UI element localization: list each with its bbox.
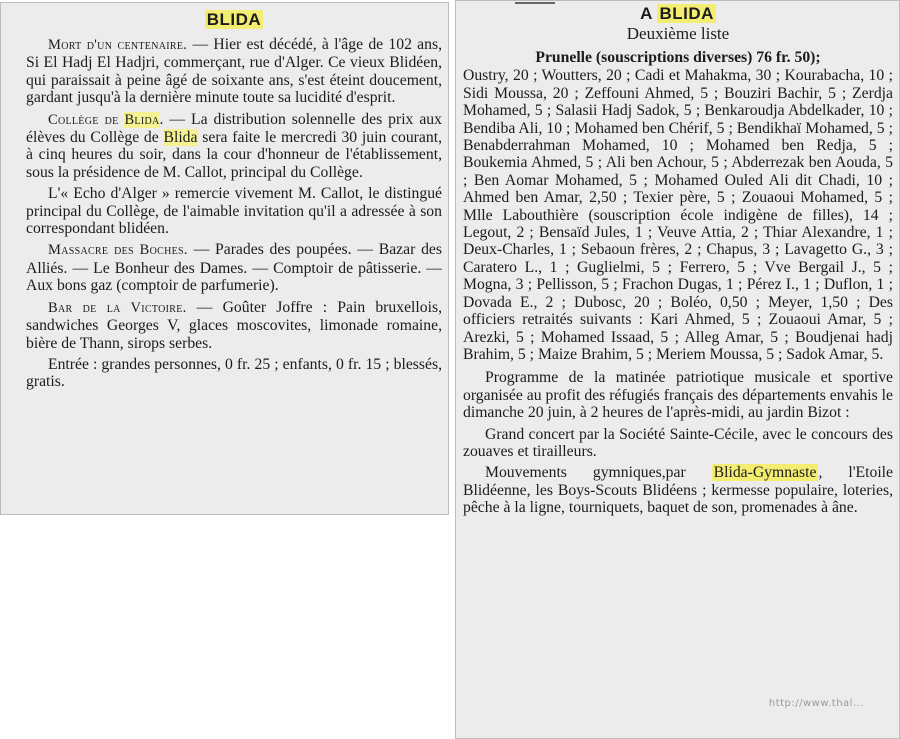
paragraph-centenaire — [26, 36, 442, 107]
text-mouvements-post: , l'Etoile Blidéenne, les Boys-Scouts Blidéens ; kermesse populaire, loteries, pêche à la ligne, tourniquets, baquet de son, promenades à âne. — [463, 464, 893, 517]
text-programme: Programme de la matinée patriotique musicale et sportive organisée au profit des réfugiés français des départements envahis le dimanche 20 juin, à 2 heures de l'après-midi, au jardin Bizot : — [463, 369, 893, 422]
left-heading-text: BLIDA — [206, 10, 262, 29]
right-subheading: Deuxième liste — [626, 24, 730, 43]
highlight-blida-1: Blida — [124, 111, 160, 128]
left-body — [26, 36, 442, 391]
paragraph-college — [26, 111, 442, 182]
text-concert: Grand concert par la Société Sainte-Cécile, avec le concours des zouaves et tirailleurs. — [463, 425, 893, 460]
watermark: http://www.thal... — [768, 698, 864, 709]
right-clipping — [455, 0, 900, 739]
text-echo: L'« Echo d'Alger » remercie vivement M. Callot, le distingué principal du Collège, de l'aimable invitation qu'il a adressée à son correspondant blidéen. — [26, 185, 442, 238]
text-mouvements-pre: Mouvements gymniques,par — [485, 464, 712, 482]
list-text: Oustry, 20 ; Woutters, 20 ; Cadi et Mahakma, 30 ; Kourabacha, 10 ; Sidi Moussa, 20 ; Zeffouni Ahmed, 5 ; Bouziri Bachir, 5 ; Zerdja Mohamed, 5 ; Salasii Hadj Sadok, 5 ; Benkaroudja Abdelkader, 10 ; Bendiba Ali, 10 ; Mohamed ben Chérif, 5 ; Bendikhaï Mohamed, 5 ; Benabderrahman Mohamed, 10 ; Mohamed ben Redja, 5 ; Boukemia Ahmed, 5 ; Ali ben Achour, 5 ; Abderrezak ben Aouda, 5 ; Ben Aomar Mohamed, 5 ; Mohamed Ouled Ali dit Chadi, 10 ; Ahmed ben Amar, 2,50 ; Texier père, 5 ; Zouaoui Mohamed, 5 ; Mlle Labouthière (souscription école indigène de filles), 14 ; Legout, 2 ; Bensaïd Jules, 1 ; Veuve Attia, 2 ; Thiar Alexandre, 1 ; Deux-Charles, 1 ; Sebaoun frères, 2 ; Chapus, 3 ; Lavagetto G., 3 ; Caratero L., 1 ; Guglielmi, 5 ; Ferrero, 5 ; Vve Bergail J., 5 ; Mogna, 3 ; Pellisson, 5 ; Frachon Dugas, 1 ; Pérez I., 1 ; Duflon, 1 ; Dovada E., 2 ; Dubosc, 20 ; Boléo, 0,50 ; Meyer, 1,50 ; Des officiers retraités suivants : Kari Ahmed, 5 ; Zouaoui Amar, 5 ; Arezki, 5 ; Mohamed Issaad, 5 ; Alleg Amar, 5 ; Boudjenai hadj Brahim, 5 ; Maize Brahim, 5 ; Meriem Moussa, 5 ; Sadok Amar, 5. — [463, 67, 893, 363]
lead-bar: Bar de la Victoire. — [48, 299, 187, 316]
right-body — [463, 49, 893, 517]
text-entree: Entrée : grandes personnes, 0 fr. 25 ; enfants, 0 fr. 15 ; blessés, gratis. — [26, 355, 442, 391]
paragraph-mouvements — [463, 464, 893, 516]
text-centenaire: — Hier est décédé, à l'âge de 102 ans, Si El Hadj El Hadjri, commerçant, rue d'Alger. Ce vieux Blidéen, qui paraissait à peine âgé de soixante ans, s'est éteint doucement, gardant jusqu'à la dernière minute toute sa lucidité d'esprit. — [26, 36, 443, 107]
paragraph-concert — [463, 426, 893, 461]
highlight-blida-gymnaste: Blida-Gymnaste — [713, 464, 817, 482]
paragraph-echo — [26, 185, 442, 237]
left-heading — [26, 10, 442, 30]
text-massacre: — Parades des poupées. — Bazar des Alliés. — Le Bonheur des Dames. — Comptoir de pâtisserie. — Aux bons gaz (comptoir de parfumerie). — [26, 241, 442, 295]
paragraph-bar — [26, 299, 442, 352]
highlight-blida-2: Blida — [163, 129, 198, 147]
paragraph-entree — [26, 356, 442, 391]
paragraph-programme — [463, 369, 893, 421]
lead-centenaire: Mort d'un centenaire. — [48, 37, 188, 53]
right-heading-prefix: A — [640, 4, 653, 23]
right-heading — [463, 4, 893, 24]
paragraph-massacre — [26, 241, 442, 294]
left-clipping — [0, 2, 449, 515]
lead-massacre: Massacre des Boches. — [48, 242, 188, 259]
right-heading-highlight: BLIDA — [659, 4, 714, 23]
text-bar: — Goûter Joffre : Pain bruxellois, sandwiches Georges V, glaces moscovites, limonade romaine, bière de Thann, sirops serbes. — [26, 298, 442, 352]
subscription-list — [463, 49, 893, 363]
list-title: Prunelle (souscriptions diverses) 76 fr. 50); — [535, 49, 821, 66]
lead-college: Collège de — [48, 111, 119, 128]
text-college: . — La distribution solennelle des prix aux élèves du Collège de — [26, 110, 442, 147]
right-article — [463, 4, 893, 517]
text-college-2: sera faite le mercredi 30 juin courant, à cinq heures du soir, dans la cour d'honneur de l'établissement, sous la présidence de M. Callot, principal du Collège. — [26, 129, 442, 181]
left-article — [26, 10, 442, 395]
